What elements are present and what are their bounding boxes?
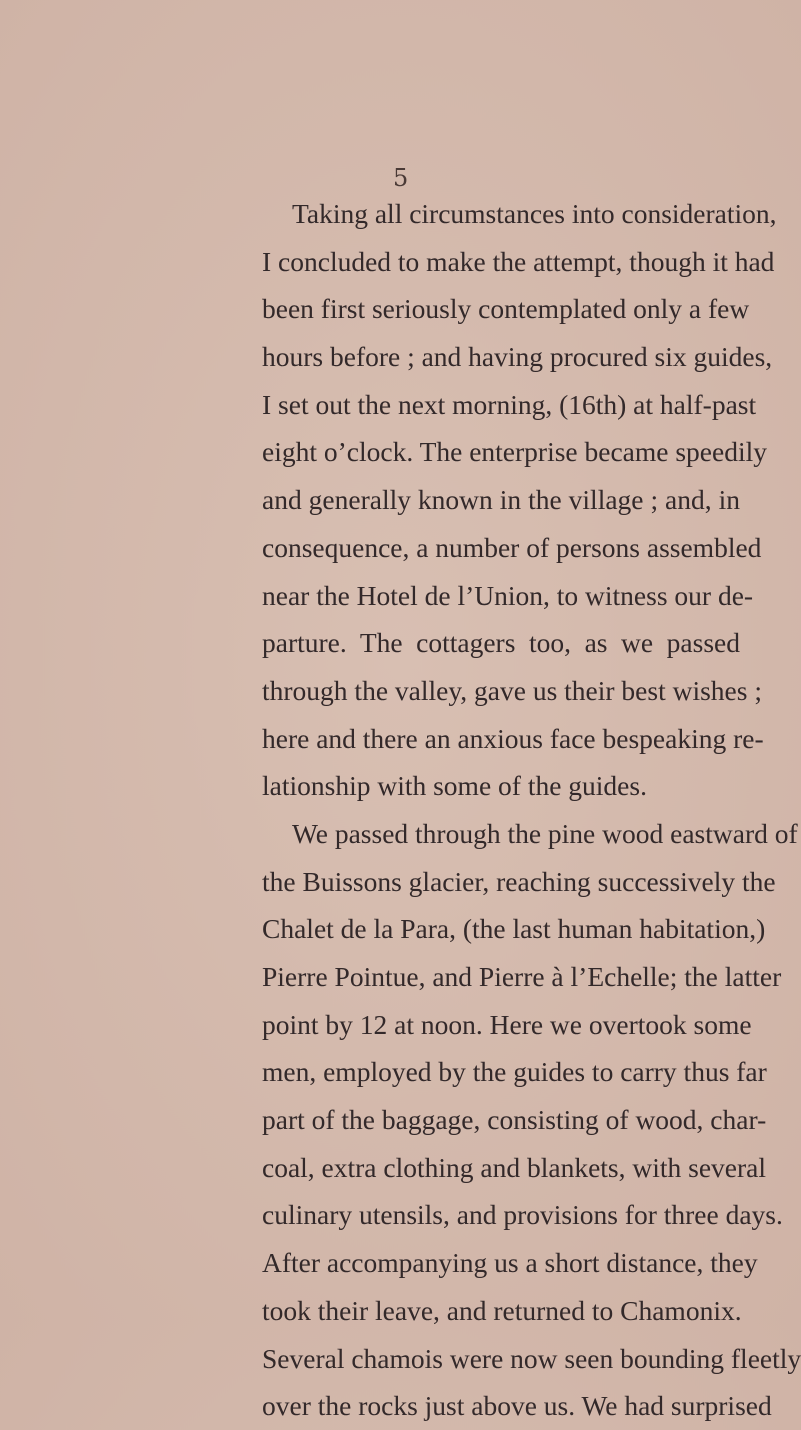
text-line: Taking all circumstances into consideration,	[292, 198, 777, 229]
text-line: point by 12 at noon. Here we overtook some	[262, 1008, 752, 1040]
text-line: hours before ; and having procured six guides,	[262, 341, 773, 373]
text-line: eight o’clock. The enterprise became speedily	[262, 436, 767, 468]
text-line: coal, extra clothing and blankets, with several	[262, 1151, 766, 1183]
text-line: through the valley, gave us their best wishes ;	[262, 674, 762, 706]
text-line: Chalet de la Para, (the last human habitation,)	[262, 913, 766, 945]
text-line: the Buissons glacier, reaching successively the	[262, 865, 776, 897]
text-line: consequence, a number of persons assembled	[262, 531, 762, 563]
text-line: We passed through the pine wood eastward of	[292, 817, 798, 849]
text-line: been first seriously contemplated only a few	[262, 293, 750, 325]
text-line: and generally known in the village ; and, in	[262, 484, 740, 516]
page-number: 5	[393, 164, 409, 192]
text-line: near the Hotel de l’Union, to witness our de-	[262, 579, 754, 611]
text-line: Pierre Pointue, and Pierre à l’Echelle; the latter	[262, 961, 782, 992]
text-line: here and there an anxious face bespeaking re-	[262, 722, 764, 754]
text-line: took their leave, and returned to Chamonix.	[262, 1294, 742, 1326]
text-line: men, employed by the guides to carry thus far	[262, 1056, 767, 1088]
body-text	[262, 190, 801, 1430]
text-line: After accompanying us a short distance, they	[262, 1247, 758, 1279]
text-line: culinary utensils, and provisions for three days.	[262, 1199, 783, 1231]
text-line: parture. The cottagers too, as we passed	[262, 627, 740, 659]
text-line: over the rocks just above us. We had surprised	[262, 1390, 772, 1422]
text-line: lationship with some of the guides.	[262, 770, 647, 802]
text-line: I set out the next morning, (16th) at half-past	[262, 388, 757, 420]
text-line: part of the baggage, consisting of wood, char-	[262, 1104, 767, 1136]
text-line: I concluded to make the attempt, though it had	[262, 245, 775, 277]
text-line: Several chamois were now seen bounding fleetly	[262, 1342, 801, 1374]
